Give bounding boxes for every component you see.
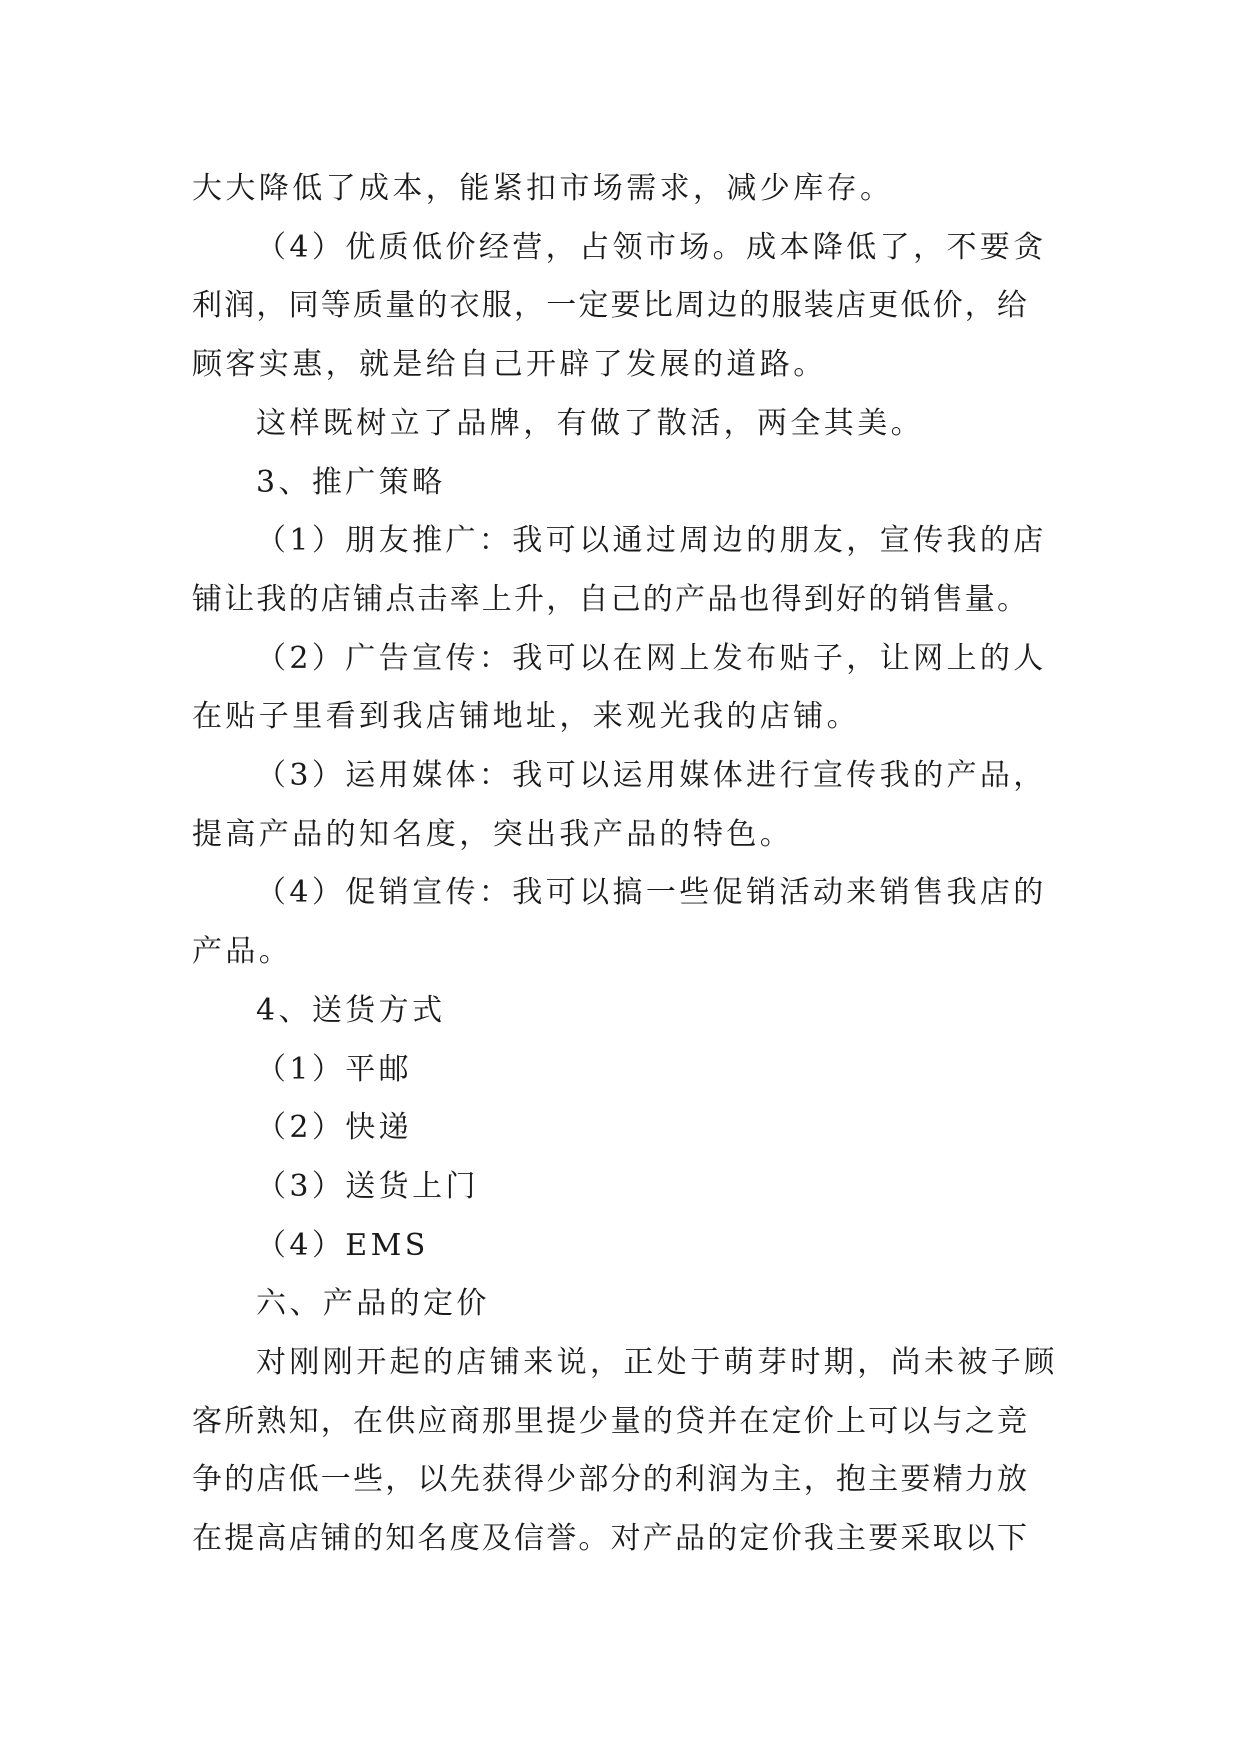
text-line: 铺让我的店铺点击率上升，自己的产品也得到好的销售量。 bbox=[192, 581, 1030, 617]
text-line: （4）优质低价经营，占领市场。成本降低了，不要贪 bbox=[256, 229, 1047, 265]
text-line: 对刚刚开起的店铺来说，正处于萌芽时期，尚未被子顾 bbox=[256, 1345, 1058, 1381]
text-line: 这样既树立了品牌，有做了散活，两全其美。 bbox=[256, 405, 924, 441]
section-heading: 六、产品的定价 bbox=[256, 1286, 490, 1322]
list-item: （1）平邮 bbox=[256, 1051, 413, 1087]
text-line: 顾客实惠，就是给自己开辟了发展的道路。 bbox=[192, 347, 827, 383]
text-line: 提高产品的知名度，突出我产品的特色。 bbox=[192, 816, 794, 852]
section-heading: 3、推广策略 bbox=[256, 464, 446, 500]
list-item: （2）快递 bbox=[256, 1110, 413, 1146]
text-line: 争的店低一些，以先获得少部分的利润为主，抱主要精力放 bbox=[192, 1462, 1030, 1498]
text-line: 利润，同等质量的衣服，一定要比周边的服装店更低价，给 bbox=[192, 288, 1030, 324]
text-line: （2）广告宣传：我可以在网上发布贴子，让网上的人 bbox=[256, 640, 1047, 676]
list-item: （3）送货上门 bbox=[256, 1168, 479, 1204]
document-body bbox=[192, 160, 1072, 1569]
text-line: 在贴子里看到我店铺地址，来观光我的店铺。 bbox=[192, 699, 860, 735]
text-line: （3）运用媒体：我可以运用媒体进行宣传我的产品， bbox=[256, 758, 1047, 794]
section-heading: 4、送货方式 bbox=[256, 992, 446, 1028]
text-line: 在提高店铺的知名度及信誉。对产品的定价我主要采取以下 bbox=[192, 1521, 1030, 1557]
text-line: 客所熟知，在供应商那里提少量的贷并在定价上可以与之竞 bbox=[192, 1403, 1030, 1439]
text-line: 大大降低了成本，能紧扣市场需求，减少库存。 bbox=[192, 171, 894, 206]
text-line: （4）促销宣传：我可以搞一些促销活动来销售我店的 bbox=[256, 875, 1047, 911]
list-item: （4）EMS bbox=[256, 1227, 429, 1263]
text-line: 产品。 bbox=[192, 934, 293, 970]
text-line: （1）朋友推广：我可以通过周边的朋友，宣传我的店 bbox=[256, 523, 1047, 559]
